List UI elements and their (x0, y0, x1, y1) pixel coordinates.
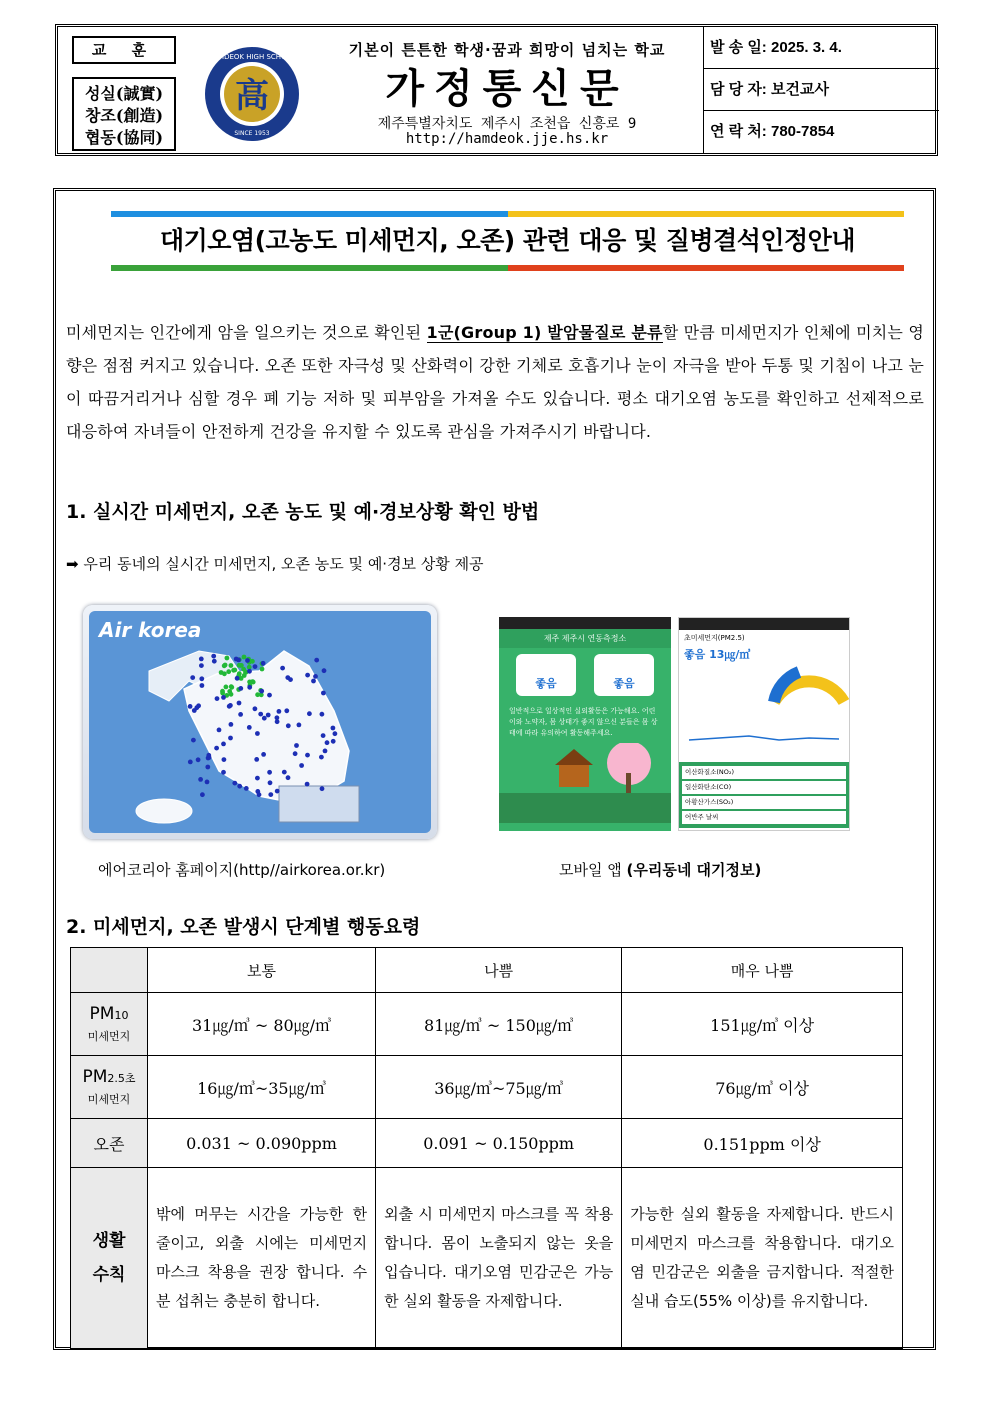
station-dot (222, 757, 227, 762)
bar-green (111, 265, 508, 271)
station-dot (331, 739, 336, 744)
station-dot (253, 706, 258, 711)
station-dot (214, 746, 219, 751)
station-dot (268, 780, 273, 785)
station-dot (321, 733, 326, 738)
station-dot (247, 725, 252, 730)
col-bad: 나쁨 (376, 948, 622, 993)
table-cell: 가능한 실외 활동을 자제합니다. 반드시 미세먼지 마스크를 착용합니다. 대기오염 민감군은 외출을 금지합니다. 적절한 실내 습도(55% 이상)를 유지합니다. (622, 1168, 903, 1349)
caption-airkorea: 에어코리아 홈페이지(http//airkorea.or.kr) (98, 861, 386, 879)
station-dot (238, 686, 243, 691)
table-cell: 36㎍/㎥~75㎍/㎥ (376, 1056, 622, 1119)
station-dot (199, 676, 204, 681)
title-banner (111, 211, 904, 271)
section1-heading: 1. 실시간 미세먼지, 오존 농도 및 예·경보상황 확인 방법 (66, 501, 540, 523)
app-gauge-chart (679, 662, 849, 758)
station-dot (238, 712, 243, 717)
station-dot (238, 663, 243, 668)
header-center (313, 27, 701, 153)
row-header-ozone: 오존 (71, 1119, 148, 1168)
station-dot (196, 757, 201, 762)
app-list-item[interactable]: 이산화질소(NO₂) (682, 766, 846, 779)
station-dot (313, 674, 318, 679)
table-row-ozone (71, 1119, 903, 1168)
app-pm25-title: 초미세먼지(PM2.5) (684, 634, 745, 642)
station-dot (288, 677, 293, 682)
station-dot (221, 695, 226, 700)
station-dot (190, 675, 195, 680)
station-dot (229, 663, 234, 668)
station-dot (258, 712, 263, 717)
table-cell: 밖에 머무는 시간을 가능한 한 줄이고, 외출 시에는 미세먼지 마스크 착용을 권장 합니다. 수분 섭취는 충분히 합니다. (148, 1168, 376, 1349)
station-dot (247, 665, 252, 670)
station-dot (231, 668, 236, 673)
station-dot (188, 760, 193, 765)
station-dot (212, 659, 217, 664)
station-dot (297, 723, 302, 728)
station-dot (286, 775, 291, 780)
station-dot (247, 669, 252, 674)
station-dot (198, 777, 203, 782)
station-dot (244, 786, 249, 791)
station-dot (314, 658, 319, 663)
row-header-pm10: PM10 미세먼지 (71, 993, 148, 1056)
table-cell: 0.151ppm 이상 (622, 1119, 903, 1168)
station-dot (319, 755, 324, 760)
app-screenshot-detail (678, 617, 850, 831)
section2-heading: 2. 미세먼지, 오존 발생시 단계별 행동요령 (66, 916, 421, 938)
station-dot (205, 780, 210, 785)
row-header-life-rules: 생활 수칙 (71, 1168, 148, 1349)
table-cell: 81㎍/㎥ ~ 150㎍/㎥ (376, 993, 622, 1056)
station-dot (321, 691, 326, 696)
banner-bar-bottom (111, 265, 904, 271)
station-dot (205, 765, 210, 770)
station-dot (311, 679, 316, 684)
station-dot (250, 679, 255, 684)
station-dot (237, 671, 242, 676)
col-very-bad: 매우 나쁨 (622, 948, 903, 993)
app-screenshot-main (499, 617, 671, 831)
station-dot (188, 704, 193, 709)
col-normal: 보통 (148, 948, 376, 993)
info-contact: 연 락 처: 780-7854 (710, 123, 835, 140)
station-dot (267, 770, 272, 775)
table-cell: 76㎍/㎥ 이상 (622, 1056, 903, 1119)
station-dot (294, 743, 299, 748)
station-dot (242, 655, 247, 660)
station-dot (260, 667, 265, 672)
station-dot (224, 685, 229, 690)
station-dot (237, 784, 242, 789)
station-dot (221, 770, 226, 775)
logo-char: 高 (235, 76, 269, 116)
station-dot (267, 693, 272, 698)
school-url[interactable]: http://hamdeok.jje.hs.kr (405, 131, 609, 147)
station-dot (305, 782, 310, 787)
app-illustration (499, 743, 671, 823)
letter-header (55, 24, 938, 156)
table-row-pm10 (71, 993, 903, 1056)
station-dot (229, 722, 234, 727)
table-cell: 16㎍/㎥~35㎍/㎥ (148, 1056, 376, 1119)
bar-red (508, 265, 905, 271)
station-dot (262, 716, 267, 721)
table-corner (71, 948, 148, 993)
table-cell: 0.031 ~ 0.090ppm (148, 1119, 376, 1168)
station-dot (199, 657, 204, 662)
airkorea-map-image (83, 605, 437, 839)
info-manager: 담 당 자: 보건교사 (704, 69, 939, 111)
station-dot (254, 757, 259, 762)
caption-mobile-app: 모바일 앱 (우리동네 대기정보) (559, 861, 762, 879)
station-dot (200, 792, 205, 797)
action-guide-table (70, 947, 903, 1349)
table-cell: 외출 시 미세먼지 마스크를 꼭 착용합니다. 몸이 노출되지 않는 옷을 입습니다. 대기오염 민감군은 가능한 실외 활동을 자제합니다. (376, 1168, 622, 1349)
app-badge-left: 좋음 (516, 654, 576, 696)
korea-map (89, 611, 431, 833)
station-dot (275, 789, 280, 794)
station-dot (286, 723, 291, 728)
station-dot (192, 708, 197, 713)
motto-line: 협동(協同) (84, 128, 164, 147)
school-logo (203, 45, 301, 143)
station-dot (255, 731, 260, 736)
station-dot (206, 753, 211, 758)
station-dot (232, 781, 237, 786)
app-list-item[interactable]: 아황산가스(SO₂) (682, 796, 846, 809)
school-address: 제주특별자치도 제주시 조천읍 신흥로 9 (377, 116, 637, 132)
motto-line: 창조(創造) (84, 106, 164, 125)
station-dot (191, 738, 196, 743)
station-dot (257, 792, 262, 797)
station-dot (228, 736, 233, 741)
station-dot (305, 753, 310, 758)
school-slogan: 기본이 튼튼한 학생·꿈과 희망이 넘치는 학교 (348, 41, 666, 59)
station-dot (247, 685, 252, 690)
station-dot (320, 786, 325, 791)
info-send-date: 발 송 일: 2025. 3. 4. (704, 27, 939, 69)
station-dot (228, 703, 233, 708)
station-dot (229, 692, 234, 697)
station-dot (333, 731, 338, 736)
station-dot (299, 763, 304, 768)
station-dot (305, 673, 310, 678)
station-dot (268, 792, 273, 797)
intro-emphasis: 1군(Group 1) 발암물질로 분류 (426, 323, 663, 342)
station-dot (245, 658, 250, 663)
station-dot (280, 666, 285, 671)
table-cell: 151㎍/㎥ 이상 (622, 993, 903, 1056)
station-dot (266, 713, 271, 718)
table-header-row (71, 948, 903, 993)
station-dot (236, 658, 241, 663)
app-message: 일반적으로 일상적인 실외활동은 가능해요. 어린이와 노약자, 몸 상태가 좋지 않으신 분들은 몸 상태에 따라 유의하여 활동해주세요. (509, 707, 658, 737)
app-badge-right: 좋음 (594, 654, 654, 696)
station-dot (221, 742, 226, 747)
app-list-item[interactable]: 일산화탄소(CO) (682, 781, 846, 794)
station-dot (320, 712, 325, 717)
station-dot (322, 668, 327, 673)
row-header-pm25: PM2.5초 미세먼지 (71, 1056, 148, 1119)
motto-box (72, 77, 176, 151)
app-pm25-value: 좋음 13㎍/㎥ (684, 648, 751, 661)
station-dot (331, 726, 336, 731)
station-dot (277, 709, 282, 714)
station-dot (255, 692, 260, 697)
motto-column (58, 27, 193, 153)
header-info (703, 27, 939, 153)
page-title: 가정통신문 (385, 66, 629, 112)
table-row-pm25 (71, 1056, 903, 1119)
station-dot (237, 701, 242, 706)
station-dot (220, 691, 225, 696)
station-dot (199, 663, 204, 668)
main-content (53, 188, 936, 1350)
station-dot (215, 696, 220, 701)
station-dot (325, 740, 330, 745)
station-dot (200, 683, 205, 688)
station-dot (255, 776, 260, 781)
intro-paragraph: 미세먼지는 인간에게 암을 일으키는 것으로 확인된 1군(Group 1) 발암물질로 분류할 만큼 미세먼지가 인체에 미치는 영향은 점점 커지고 있습니다. 오존 또한 자극성 및 산화력이 강한 기체로 호흡기나 눈이 자극을 받아 두통 및 기침이 나고 눈이 따끔거리거나 심할 경우 폐 기능 저하 및 피부암을 가져올 수도 있습니다. 평소 대기오염 농도를 확인하고 선제적으로 대응하여 자녀들이 안전하게 건강을 유지할 수 있도록 관심을 가져주시기 바랍니다. (66, 323, 924, 441)
station-dot (293, 751, 298, 756)
station-dot (235, 676, 240, 681)
table-cell: 0.091 ~ 0.150ppm (376, 1119, 622, 1168)
station-dot (261, 661, 266, 666)
station-dot (259, 689, 264, 694)
airkorea-logo: Air korea (99, 618, 202, 642)
station-dot (323, 749, 328, 754)
logo-since: SINCE 1953 (234, 130, 270, 137)
section1-arrow-text: ➡ 우리 동네의 실시간 미세먼지, 오존 농도 및 예·경보 상황 제공 (66, 555, 484, 573)
station-dot (219, 670, 224, 675)
logo-text: HAMDEOK HIGH SCHOOL (208, 53, 296, 61)
station-dot (253, 664, 258, 669)
station-dot (250, 659, 255, 664)
station-dot (282, 770, 287, 775)
motto-line: 성실(誠實) (84, 84, 164, 103)
app-station: 제주 제주시 연동측정소 (499, 629, 671, 648)
station-dot (275, 719, 280, 724)
banner-title: 대기오염(고농도 미세먼지, 오존) 관련 대응 및 질병결석인정안내 (160, 226, 855, 255)
station-dot (307, 711, 312, 716)
station-dot (225, 656, 230, 661)
station-dot (226, 669, 231, 674)
table-row-life-rules (71, 1168, 903, 1349)
station-dot (229, 684, 234, 689)
table-cell: 31㎍/㎥ ~ 80㎍/㎥ (148, 993, 376, 1056)
station-dot (211, 654, 216, 659)
station-dot (261, 752, 266, 757)
station-dot (223, 663, 228, 668)
app-list-item[interactable]: 어반주 날씨 (682, 811, 846, 824)
station-dot (284, 708, 289, 713)
station-dot (217, 728, 222, 733)
motto-title: 교 훈 (72, 36, 176, 64)
